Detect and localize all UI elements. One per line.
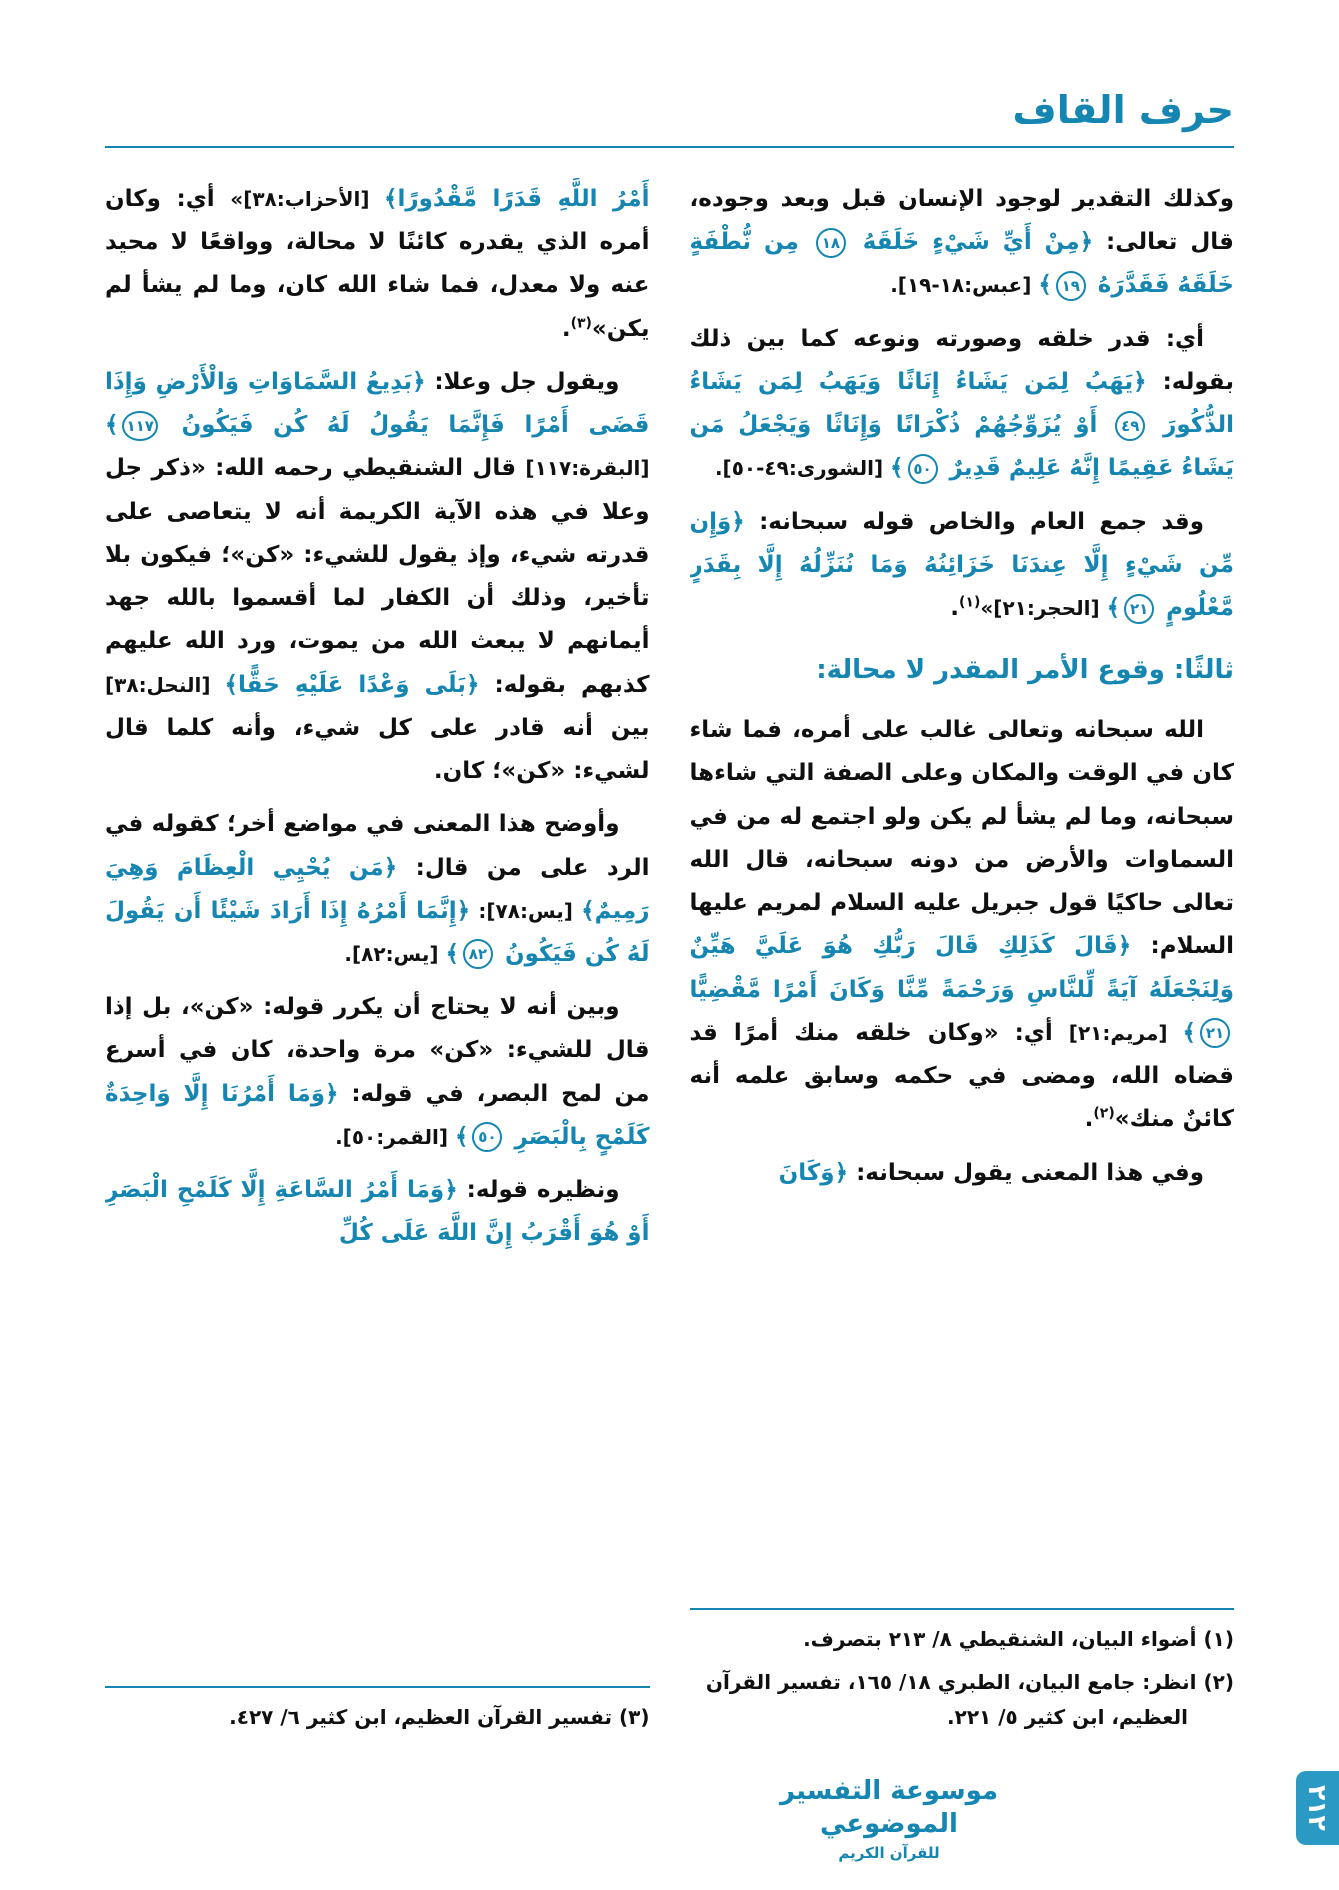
body-text: . [950, 595, 960, 622]
footnote: (٢) انظر: جامع البيان، الطبري ١٨/ ١٦٥، تفسير القرآن العظيم، ابن كثير ٥/ ٢٢١. [705, 1670, 1234, 1729]
body-text: وكذلك التقدير لوجود الإنسان قبل وبعد وجوده، قال تعالى: [689, 186, 1234, 256]
verse-citation: [مريم:٢١] [1068, 1020, 1183, 1045]
footnote: (١) أضواء البيان، الشنقيطي ٨/ ٢١٣ بتصرف. [803, 1627, 1234, 1651]
quran-quote: ﴿وَمَا أَمْرُ السَّاعَةِ إِلَّا كَلَمْحِ الْبَصَرِ أَوْ هُوَ أَقْرَبُ إِنَّ اللَّهَ عَلَى كُلِّ [105, 1177, 650, 1247]
quran-quote: ﴾ [1106, 595, 1121, 622]
paragraph [105, 803, 650, 976]
quran-quote: أَمْرُ اللَّهِ قَدَرًا مَّقْدُورًا﴾ [384, 186, 650, 212]
quran-quote: ﴾ [454, 1123, 469, 1150]
paragraph [690, 709, 1235, 1141]
quran-quote: ﴿بَدِيعُ السَّمَاوَاتِ وَالْأَرْضِ وَإِذَا قَضَى أَمْرًا فَإِنَّمَا يَقُولُ لَهُ كُن فَيَكُونُ [105, 368, 650, 439]
quran-quote: ﴿مِنْ أَيِّ شَيْءٍ خَلَقَهُ [849, 229, 1094, 256]
emblem-subtitle: للقرآن الكريم [838, 1844, 940, 1862]
footnotes-left [105, 1680, 650, 1743]
footnote-ref: (٣) [570, 315, 592, 332]
page-number: ٢١٢ [1303, 1785, 1332, 1831]
publisher-emblem [769, 1775, 1009, 1862]
ayah-number-marker: ٥٠ [908, 454, 938, 484]
footnote-ref: (٢) [1093, 1105, 1115, 1122]
ayah-number-marker: ٤٩ [1115, 411, 1145, 441]
quran-quote: ﴿إِنَّمَا أَمْرُهُ إِذَا أَرَادَ شَيْئًا أَن يَقُولَ لَهُ كُن فَيَكُونُ [105, 897, 650, 967]
quran-quote: أَوْ يُزَوِّجُهُمْ ذُكْرَانًا وَإِنَاثًا وَيَجْعَلُ مَن يَشَاءُ عَقِيمًا إِنَّهُ عَلِيمٌ قَدِيرٌ [689, 412, 1234, 482]
quran-quote: ﴿وَمَا أَمْرُنَا إِلَّا وَاحِدَةٌ كَلَمْحٍ بِالْبَصَرِ [105, 1080, 650, 1150]
body-text: وفي هذا المعنى يقول سبحانه: [848, 1159, 1204, 1186]
body-text: . [561, 315, 571, 342]
quran-quote: ﴿قَالَ كَذَلِكِ قَالَ رَبُّكِ هُوَ عَلَيَّ هَيِّنٌ وَلِنَجْعَلَهُ آيَةً لِّلنَّاسِ وَرَحْمَةً مِّنَّا وَكَانَ أَمْرًا مَّقْضِيًّا [689, 933, 1234, 1003]
footnote-ref: (١) [959, 594, 981, 611]
content-columns [0, 148, 1339, 1743]
ayah-number-marker: ٢١ [1200, 1018, 1230, 1048]
ayah-number-marker: ٨٢ [463, 939, 493, 969]
body-text: وأوضح هذا المعنى في مواضع أخر؛ كقوله في الرد على من قال: [105, 811, 650, 881]
verse-citation: [النحل:٣٨] [105, 672, 225, 697]
ayah-number-marker: ١٨ [816, 228, 846, 258]
column-right-text [690, 178, 1235, 1602]
verse-citation: [البقرة:١١٧] [525, 456, 650, 481]
paragraph [690, 501, 1235, 631]
footnotes-divider [690, 1608, 1235, 1610]
paragraph [690, 318, 1235, 491]
paragraph [105, 178, 650, 351]
quran-quote: ﴿مَن يُحْيِي الْعِظَامَ وَهِيَ رَمِيمٌ﴾ [105, 854, 650, 924]
quran-quote: ﴿وَإِن مِّن شَيْءٍ إِلَّا عِندَنَا خَزَائِنُهُ وَمَا نُنَزِّلُهُ إِلَّا بِقَدَرٍ مَّعْلُومٍ [689, 508, 1234, 622]
ayah-number-marker: ١٩ [1056, 271, 1086, 301]
page-number-tab [1296, 1771, 1339, 1845]
chapter-title: حرف القاف [1012, 88, 1234, 132]
body-text: بين أنه قادر على كل شيء، وأنه كلما قال لشيء: «كن»؛ كان. [105, 714, 650, 785]
quran-quote: ﴿وَكَانَ [778, 1159, 849, 1186]
ayah-number-marker: ١١٧ [122, 411, 157, 441]
body-text: . [1084, 1106, 1094, 1133]
quran-quote: ﴾ [445, 940, 459, 967]
quran-quote: ﴿يَهَبُ لِمَن يَشَاءُ إِنَاثًا وَيَهَبُ لِمَن يَشَاءُ الذُّكُورَ [689, 368, 1234, 439]
paragraph [690, 1152, 1235, 1195]
body-text: أي: «وكان خلقه منك أمرًا قد قضاه الله، ومضى في حكمه وسابق علمه أنه كائنٌ منك» [689, 1019, 1234, 1133]
verse-citation: [القمر:٥٠]. [335, 1124, 455, 1149]
quran-quote: مِن نُّطْفَةٍ خَلَقَهُ فَقَدَّرَهُ [689, 229, 1234, 299]
verse-citation: [يس:٨٢]. [344, 941, 446, 966]
column-right [690, 178, 1235, 1743]
body-text: ونظيره قوله: [457, 1177, 620, 1204]
column-left [105, 178, 650, 1743]
paragraph [105, 986, 650, 1159]
section-heading: ثالثًا: وقوع الأمر المقدر لا محالة: [816, 655, 1234, 686]
body-text: أي: قدر خلقه وصورته ونوعه كما بين ذلك بقوله: [689, 325, 1234, 395]
verse-citation: [عبس:١٨-١٩]. [890, 273, 1039, 298]
emblem-title: موسوعة التفسير الموضوعي [779, 1776, 999, 1839]
ayah-number-marker: ٥٠ [472, 1122, 502, 1152]
quran-quote: ﴾ [890, 455, 904, 482]
body-text: ويقول جل وعلا: [425, 368, 620, 395]
paragraph [690, 178, 1235, 308]
ayah-number-marker: ٢١ [1124, 594, 1154, 624]
body-text: أي: وكان أمره الذي يقدره كائنًا لا محالة، وواقعًا لا محيد عنه ولا معدل، فما شاء الله كان، وما لم يشأ لم يكن» [105, 186, 650, 342]
quran-quote: ﴿بَلَى وَعْدًا عَلَيْهِ حَقًّا﴾ [224, 671, 480, 698]
body-text: قال الشنقيطي رحمه الله: «ذكر جل وعلا في هذه الآية الكريمة أنه لا يتعاصى على قدرته شيء، وإذ يقول للشيء: «كن»؛ فيكون بلا تأخير، وذلك أن الكفار لما أقسموا بالله جهد أيمانهم لا يبعث الله من يموت، ورد الله عليهم كذبهم بقوله: [105, 455, 650, 698]
body-text: وقد جمع العام والخاص قوله سبحانه: [744, 508, 1204, 535]
column-left-text [105, 178, 650, 1680]
verse-citation: [يس:٧٨]: [470, 898, 582, 923]
quran-quote: ﴾ [1182, 1019, 1196, 1046]
footnotes-divider [105, 1686, 650, 1688]
paragraph [105, 361, 650, 793]
footnote: (٣) تفسير القرآن العظيم، ابن كثير ٦/ ٤٢٧. [229, 1705, 650, 1729]
page-header [0, 0, 1339, 148]
body-text: الله سبحانه وتعالى غالب على أمره، فما شاء كان في الوقت والمكان وعلى الصفة التي شاءها سبحانه، وما لم يشأ لم يكن ولو اجتمع له من في السماوات والأرض من دونه سبحانه، قال الله تعالى حاكيًا قول جبريل عليه السلام لمريم عليها السلام: [689, 717, 1234, 960]
verse-citation: [الحجر:٢١]» [980, 596, 1107, 621]
verse-citation: [الشورى:٤٩-٥٠]. [714, 456, 891, 481]
quran-quote: ﴾ [105, 412, 119, 439]
body-text: وبين أنه لا يحتاج أن يكرر قوله: «كن»، بل إذا قال للشيء: «كن» مرة واحدة، كان في أسرع من لمح البصر، في قوله: [105, 994, 650, 1107]
footnotes-right [690, 1602, 1235, 1743]
paragraph [105, 1169, 650, 1255]
verse-citation: [الأحزاب:٣٨]» [230, 187, 384, 211]
quran-quote: ﴾ [1038, 272, 1052, 299]
